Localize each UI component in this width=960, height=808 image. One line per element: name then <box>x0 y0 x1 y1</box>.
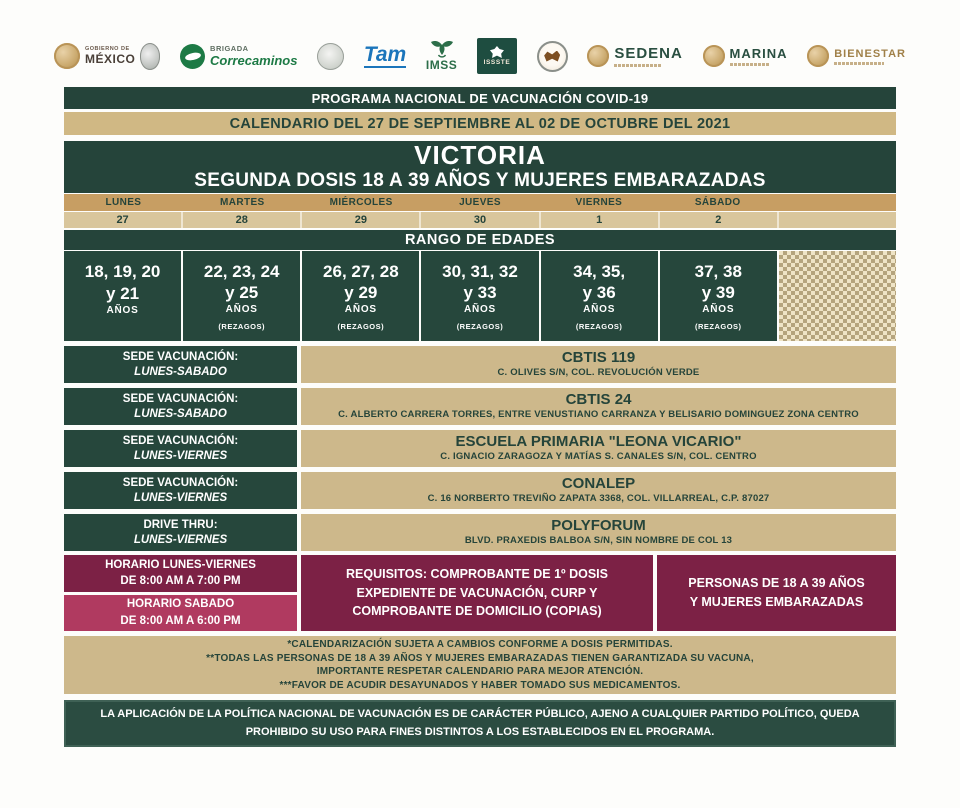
venue-label: SEDE VACUNACIÓN: <box>122 477 239 490</box>
sedena-subtext-rule <box>614 64 662 67</box>
uat-seal <box>317 43 344 70</box>
venue-schedule-box <box>64 430 297 467</box>
venue-days: LUNES-VIERNES <box>133 449 228 462</box>
audience-line2: Y MUJERES EMBARAZADAS <box>689 595 864 609</box>
age-numbers: y 36 <box>582 283 616 302</box>
age-group-cell <box>183 251 300 341</box>
venue-info-box <box>301 430 896 467</box>
tam-logo-text: Tam <box>363 43 407 66</box>
age-unit: AÑOS <box>106 304 139 316</box>
age-note: (REZAGOS) <box>337 322 385 332</box>
city-title: VICTORIA <box>414 140 546 171</box>
date-value-empty <box>777 212 896 228</box>
roadrunner-icon <box>180 44 205 69</box>
venue-name: CONALEP <box>561 475 636 493</box>
age-numbers: 37, 38 <box>694 261 742 281</box>
city-header <box>64 141 896 193</box>
age-numbers: 34, 35, <box>573 261 626 281</box>
age-numbers: y 25 <box>225 283 259 302</box>
imss-logo <box>426 40 457 72</box>
venue-schedule-box <box>64 514 297 551</box>
gobierno-logo-line1: GOBIERNO DE <box>85 46 130 52</box>
venue-label: SEDE VACUNACIÓN: <box>122 393 239 406</box>
bienestar-logo <box>807 45 906 67</box>
venue-row <box>64 388 896 425</box>
weekday-hours-title: HORARIO LUNES-VIERNES <box>105 558 256 571</box>
age-range-title: RANGO DE EDADES <box>64 230 896 250</box>
gobierno-logo-line2: MÉXICO <box>85 52 136 66</box>
venue-days: LUNES-SABADO <box>134 365 227 378</box>
sedena-logo <box>587 45 683 67</box>
venue-address: C. ALBERTO CARRERA TORRES, ENTRE VENUSTIANO CARRANZA Y BELISARIO DOMINGUEZ ZONA CENTRO <box>338 409 859 421</box>
venue-schedule-box <box>64 472 297 509</box>
venue-name: CBTIS 24 <box>565 391 632 409</box>
bienestar-subtext-rule <box>834 62 884 65</box>
audience-box <box>657 555 896 631</box>
venue-row <box>64 472 896 509</box>
logo-bar <box>54 28 906 84</box>
age-numbers: y 21 <box>106 283 140 303</box>
venue-info-box <box>301 472 896 509</box>
issste-logo-text: ISSSTE <box>483 59 511 66</box>
venue-address: C. 16 NORBERTO TREVIÑO ZAPATA 3368, COL. VILLARREAL, C.P. 87027 <box>427 493 770 505</box>
sedena-logo-text: SEDENA <box>614 45 683 62</box>
age-groups-row <box>64 251 896 341</box>
brigada-logo-line2: Correcaminos <box>210 53 298 68</box>
age-numbers: 18, 19, 20 <box>84 262 161 282</box>
weekday-label: MIÉRCOLES <box>329 197 393 208</box>
requirements-box: REQUISITOS: COMPROBANTE DE 1º DOSIS EXPEDIENTE DE VACUNACIÓN, CURP Y COMPROBANTE DE DOMICILIO (COPIAS) <box>301 555 653 631</box>
age-note: (REZAGOS) <box>575 322 623 332</box>
age-numbers: 26, 27, 28 <box>323 261 399 281</box>
venue-row <box>64 514 896 551</box>
age-unit: AÑOS <box>344 304 377 316</box>
weekday-label: LUNES <box>105 197 142 208</box>
age-numbers: y 39 <box>701 283 735 302</box>
footnotes-box <box>64 636 896 694</box>
imss-logo-text: IMSS <box>425 58 458 72</box>
saturday-hours-box <box>64 595 297 632</box>
age-unit: AÑOS <box>463 304 497 316</box>
venue-row <box>64 346 896 383</box>
brigada-correcaminos-logo <box>180 44 297 69</box>
venue-schedule-box <box>64 346 297 383</box>
weekday-hours-box <box>64 555 297 592</box>
venue-label: SEDE VACUNACIÓN: <box>122 435 239 448</box>
date-row <box>64 212 896 228</box>
bienestar-logo-text: BIENESTAR <box>834 47 906 60</box>
sedena-seal-icon <box>587 45 609 67</box>
footnote-line: *CALENDARIZACIÓN SUJETA A CAMBIOS CONFORME A DOSIS PERMITIDAS. <box>287 639 673 650</box>
venue-days: LUNES-SABADO <box>134 407 227 420</box>
footnote-line: IMPORTANTE RESPETAR CALENDARIO PARA MEJOR ATENCIÓN. <box>316 666 644 677</box>
bienestar-seal-icon <box>807 45 829 67</box>
date-value: 2 <box>658 212 777 228</box>
date-value: 1 <box>539 212 658 228</box>
escudo-oval-seal-icon <box>140 43 160 70</box>
venue-name: CBTIS 119 <box>561 349 636 367</box>
venue-address: C. IGNACIO ZARAGOZA Y MATÍAS S. CANALES S/N, COL. CENTRO <box>440 451 757 463</box>
weekday-header-row <box>64 194 896 211</box>
tamaulipas-logo <box>364 44 406 68</box>
marina-subtext-rule <box>730 63 771 66</box>
date-value: 29 <box>300 212 419 228</box>
hours-requirements-band <box>64 555 896 631</box>
weekday-label: SÁBADO <box>694 197 741 208</box>
age-numbers: 22, 23, 24 <box>203 261 280 281</box>
age-note: (REZAGOS) <box>694 322 742 332</box>
imss-eagle-icon <box>429 40 455 58</box>
venue-name: POLYFORUM <box>551 517 646 535</box>
audience-line1: PERSONAS DE 18 A 39 AÑOS <box>688 576 865 591</box>
age-unit: AÑOS <box>225 304 258 316</box>
issste-logo <box>477 38 517 74</box>
age-group-cell <box>541 251 658 341</box>
age-note: (REZAGOS) <box>218 322 265 332</box>
reserved-pattern-cell <box>779 251 896 341</box>
age-group-cell <box>660 251 777 341</box>
venue-name: ESCUELA PRIMARIA "LEONA VICARIO" <box>455 433 742 451</box>
weekday-label: MARTES <box>219 197 265 208</box>
age-numbers: y 33 <box>463 283 497 302</box>
age-group-cell <box>64 251 181 341</box>
legal-banner: LA APLICACIÓN DE LA POLÍTICA NACIONAL DE VACUNACIÓN ES DE CARÁCTER PÚBLICO, AJENO A CUALQUIER PARTIDO POLÍTICO, QUEDA PROHIBIDO SU USO PARA FINES DISTINTOS A LOS ESTABLECIDOS EN EL PROGRAMA. <box>64 700 896 747</box>
uat-seal-icon <box>317 43 344 70</box>
age-numbers: y 29 <box>344 283 378 302</box>
poster-content <box>64 87 896 747</box>
weekday-label: JUEVES <box>459 197 501 208</box>
issste-emblem-icon <box>490 46 504 58</box>
weekday-label-empty <box>777 194 896 211</box>
venue-info-box <box>301 388 896 425</box>
saturday-hours-time: DE 8:00 AM A 6:00 PM <box>120 614 241 627</box>
gobierno-seal-icon <box>54 43 80 69</box>
age-group-cell <box>421 251 538 341</box>
date-value: 27 <box>116 214 129 226</box>
marina-logo <box>703 45 788 67</box>
brigada-logo-line1: BRIGADA <box>210 44 249 53</box>
marina-seal-icon <box>703 45 725 67</box>
date-value: 28 <box>181 212 300 228</box>
vaccination-poster <box>0 28 960 808</box>
gobierno-mexico-logo <box>54 43 160 70</box>
venue-address: BLVD. PRAXEDIS BALBOA S/N, SIN NOMBRE DE COL 13 <box>464 535 733 547</box>
venue-info-box <box>301 514 896 551</box>
date-value: 30 <box>419 212 538 228</box>
salud-eagle-seal-icon <box>537 41 568 72</box>
venue-days: LUNES-VIERNES <box>133 533 228 546</box>
dose-subtitle: SEGUNDA DOSIS 18 A 39 AÑOS Y MUJERES EMBARAZADAS <box>194 169 766 191</box>
age-numbers: 30, 31, 32 <box>442 261 518 281</box>
age-unit: AÑOS <box>583 304 616 316</box>
weekday-label: VIERNES <box>575 197 623 208</box>
saturday-hours-title: HORARIO SABADO <box>126 598 235 611</box>
calendar-banner: CALENDARIO DEL 27 DE SEPTIEMBRE AL 02 DE OCTUBRE DEL 2021 <box>64 112 896 135</box>
venue-label: DRIVE THRU: <box>143 519 218 532</box>
hours-column <box>64 555 297 631</box>
age-note: (REZAGOS) <box>456 322 504 332</box>
footnote-line: ***FAVOR DE ACUDIR DESAYUNADOS Y HABER TOMADO SUS MEDICAMENTOS. <box>279 679 681 691</box>
footnote-line: **TODAS LAS PERSONAS DE 18 A 39 AÑOS Y MUJERES EMBARAZADAS TIENEN GARANTIZADA SU VACUNA, <box>206 652 754 664</box>
venue-schedule-box <box>64 388 297 425</box>
weekday-hours-time: DE 8:00 AM A 7:00 PM <box>120 575 241 588</box>
venue-info-box <box>301 346 896 383</box>
salud-seal <box>537 41 568 72</box>
program-banner: PROGRAMA NACIONAL DE VACUNACIÓN COVID-19 <box>64 87 896 109</box>
venue-days: LUNES-VIERNES <box>133 491 228 504</box>
age-group-cell <box>302 251 419 341</box>
venue-row <box>64 430 896 467</box>
age-unit: AÑOS <box>702 304 735 316</box>
venue-label: SEDE VACUNACIÓN: <box>122 351 239 364</box>
marina-logo-text: MARINA <box>729 46 788 61</box>
venue-address: C. OLIVES S/N, COL. REVOLUCIÓN VERDE <box>497 367 700 379</box>
